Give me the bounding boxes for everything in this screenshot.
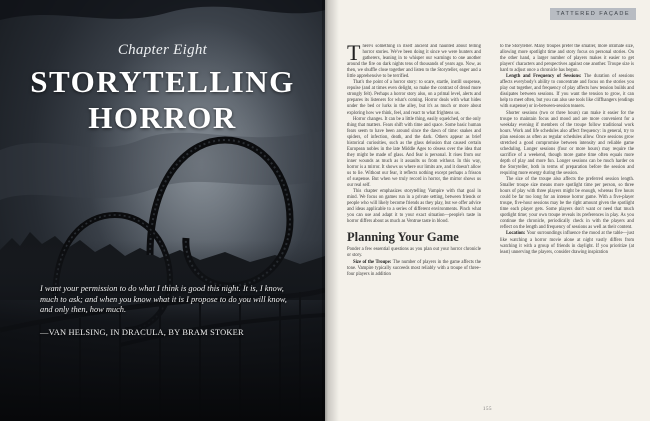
epigraph-quote: I want your permission to do what I think is good this night. It is, I know, much to ask; and when you know what it is I propose to do you will know, and only then, how much. — [40, 284, 287, 315]
paragraph-text: here's something in itself ancient and haunted about telling horror stories. We've been doing it since we were hunters and gatherers, leaning in to whisper our warnings to one another around the fire on dark nights tens of thousands of years ago. Now, as then, we shuffle close together and listen to the Storyteller, eager and a little apprehensive to be terrified. — [347, 44, 481, 80]
chapter-title-line-1: STORYTELLING — [30, 64, 295, 99]
paragraph: This chapter emphasizes storytelling Vampire with that goal in mind. We focus on games run in a private setting, between friends or people who will likely become friends as they play, but we offer advice and ideas applicable to a series of different environments. Pinch what you can use and adapt it to your exact situation—people's taste in horror differs about as much as Ventrue taste in blood. — [347, 189, 481, 225]
epigraph-attribution: —VAN HELSING, IN DRACULA, BY BRAM STOKER — [40, 328, 244, 337]
text-column-right — [500, 44, 634, 392]
book-gutter — [322, 0, 328, 421]
paragraph-text: The duration of sessions affects everybody's ability to concentrate and focus on the stories you play out together, and frequency of play affects how tension builds and dissipates between sessions. If you want the tension to grow, it can help to meet often, but you can also use tools like cliffhangers (endings with suspense) or in-between-session teasers. — [500, 74, 634, 110]
paragraph — [500, 231, 634, 255]
paragraph: Ponder a few essential questions as you plan out your horror chronicle or story. — [347, 247, 481, 259]
paragraph — [347, 44, 481, 80]
running-header: TATTERED FAÇADE — [550, 8, 636, 20]
run-in-heading: Location: — [506, 231, 526, 237]
paragraph: to the Storyteller. Many troupes prefer the smaller, more intimate size, allowing more spotlight time and story focus on personal stories. On the other hand, a larger number of players makes it easier to get players' characters and perspectives against one another. Troupe size is hard to adjust once a chronicle has begun. — [500, 44, 634, 74]
paragraph-text: Your surroundings influence the mood at the table—just like watching a horror movie alone at night vastly differs from watching it with a group of friends in daylight. If you prioritize (at least) unnerving the players, consider drawing inspiration — [500, 231, 634, 255]
chapter-number: Chapter Eight — [117, 42, 208, 58]
page-number: 155 — [482, 407, 493, 412]
paragraph-text: The number of players in the game affects the tone. Vampire typically succeeds most reliably with a troupe of three–four players in addition — [347, 259, 481, 277]
drop-cap: T — [347, 44, 361, 65]
text-column-left — [347, 44, 481, 392]
paragraph: That's the point of a horror story: to scare, startle, instill suspense, repulse (and at times even delight, so make the contrast of dread more strongly felt). Perhaps a horror story also, on a primal level, alerts and prepares its listeners for what's coming. Horror deals with what hides under the bed or lurks in the alley, but it's as much or more about exploring how we think, feel, and react to what frightens us. — [347, 80, 481, 116]
paragraph — [347, 260, 481, 278]
chapter-title — [0, 64, 325, 136]
right-page — [325, 0, 650, 421]
paragraph: The size of the troupe also affects the preferred session length. Smaller troupe size means more spotlight time per person, so three hours of play with three players might be enough, whereas five hours could be far too long for an intense horror game. With a five-player troupe, five-hour sessions may be the right amount given the spotlight time each player gets. Some players don't want or need that much spotlight time; your own troupe reveals its preferences in play. As you continue the chronicle, periodically check in with the players and reflect on the length and frequency of sessions as well as their content. — [500, 177, 634, 231]
paragraph: Shorter sessions (two or three hours) can make it easier for the troupe to maintain focus and mood and are more convenient for a weekday evening if members of the troupe follow traditional work hours. Work and life schedules also affect frequency: in general, try to plan sessions as often as regular schedules allow. Once sessions grow stretched a good compromise between intensity and reliable game scheduling. Longer sessions (four or more hours) may require the sacrifice of a weekend, though more game time often equals more depth of play and more fun. Longer sessions can be much harder on the Storyteller, both in terms of preparation before the session and requiring more energy during the session. — [500, 110, 634, 176]
chapter-title-line-2: HORROR — [88, 100, 237, 135]
paragraph — [500, 74, 634, 110]
paragraph: Horror changes. It can be a little thing, easily squelched, or the only thing that matters. Fears shift with time and space. Some basic human fears seem to have been around since the dawn of time: snakes and spiders, of infection, death, and the dark. Others appear as brief historical curiosities, such as the glass delusion that caused certain European nobles in the late Middle Ages to obsess over the idea that they might be made of glass. And fear is personal. It rises from our inner wounds as much as it assaults us from without. In this way, horror is a mirror. It shows us where our limits are, and it doesn't allow us to lie. Without our fear, it reflects nothing except perhaps a frisson of suspense. But when we truly record in horror, the mirror shows us our real self. — [347, 116, 481, 189]
run-in-heading: Length and Frequency of Sessions: — [506, 74, 582, 80]
section-heading: Planning Your Game — [347, 230, 459, 245]
run-in-heading: Size of the Troupe: — [353, 259, 392, 265]
